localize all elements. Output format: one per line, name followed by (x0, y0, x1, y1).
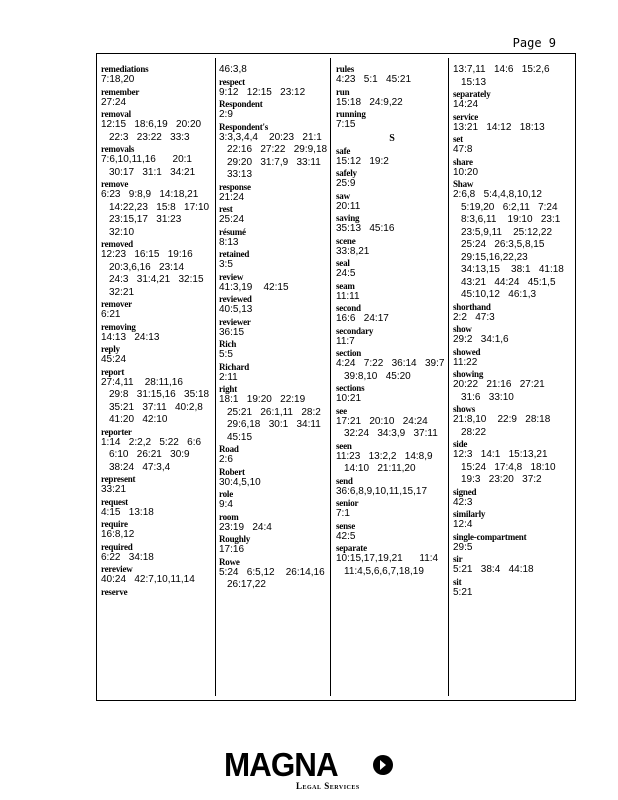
page-line-refs: 43:21 44:24 45:1,5 (461, 276, 556, 288)
page-line-refs: 14:13 24:13 (101, 331, 160, 343)
index-entry (453, 554, 573, 577)
index-entry (219, 294, 329, 317)
page-line-refs: 25:24 26:3,5,8,15 (461, 239, 545, 250)
page-line-refs: 8:13 (219, 236, 239, 248)
index-entry (219, 249, 329, 272)
page-line-refs: 7:1 (336, 508, 350, 519)
page-line-refs: 20:22 21:16 27:21 (453, 379, 545, 390)
index-term: saw (336, 190, 350, 201)
page-line-refs: 29:20 31:7,9 33:11 (227, 156, 321, 168)
page-number: Page 9 (512, 36, 556, 50)
index-entry (453, 302, 573, 325)
index-entry (453, 404, 573, 439)
index-term: scene (336, 235, 356, 246)
index-term: removing (101, 321, 136, 332)
index-term: sense (336, 520, 355, 531)
index-term: reply (101, 344, 120, 354)
index-term: removals (101, 144, 135, 154)
page-line-refs: 2:2 47:3 (453, 311, 495, 323)
page-line-refs: 27:24 (101, 96, 127, 108)
index-term: remove (101, 179, 129, 189)
page-line-refs: 5:19,20 6:2,11 7:24 (461, 201, 558, 213)
page-line-refs: 29:15,16,22,23 (461, 251, 528, 263)
index-term: safely (336, 168, 357, 178)
index-column-4 (453, 64, 573, 599)
page-line-refs: 41:20 42:10 (109, 414, 168, 425)
index-term: signed (453, 486, 477, 497)
index-entry (453, 112, 573, 135)
page-line-refs: 10:15,17,19,21 11:4 (336, 553, 439, 564)
page-line-refs: 12:23 16:15 19:16 (101, 249, 193, 260)
page-line-refs: 12:3 14:1 15:13,21 (453, 449, 548, 460)
logo-subtitle: Legal Services (296, 781, 360, 791)
page-line-refs: 27:4,11 28:11,16 (101, 376, 183, 388)
index-entry (336, 406, 448, 441)
page-line-refs: 14:22,23 15:8 17:10 (109, 201, 210, 213)
page-line-refs: 13:7,11 14:6 15:2,6 (453, 64, 550, 75)
index-entry (336, 281, 448, 304)
page-line-refs: 36:15 (219, 326, 245, 338)
page-line-refs: 9:12 12:15 23:12 (219, 86, 306, 98)
index-term: reviewed (219, 294, 252, 304)
page-line-refs: 15:18 24:9,22 (336, 96, 403, 108)
index-term: single-compartment (453, 531, 527, 542)
index-term: Road (219, 444, 239, 454)
index-term: separate (336, 543, 367, 553)
index-entry (101, 427, 215, 475)
index-entry (101, 367, 215, 427)
index-term: shorthand (453, 301, 491, 312)
index-entry (219, 227, 329, 250)
page-line-refs: 11:11 (336, 290, 360, 302)
page-line-refs: 17:21 20:10 24:24 (336, 415, 428, 427)
index-entry (453, 487, 573, 510)
index-term: showing (453, 369, 484, 379)
index-term: required (101, 541, 133, 552)
index-term: rereview (101, 564, 133, 574)
index-column-2 (219, 64, 329, 592)
index-term: remember (101, 86, 140, 97)
index-entry (219, 534, 329, 557)
page-line-refs: 23:5,9,11 25:12,22 (461, 226, 553, 238)
page-line-refs: 10:21 (336, 393, 362, 404)
page-line-refs: 12:4 (453, 519, 473, 530)
index-term: Shaw (453, 179, 474, 189)
index-term: seen (336, 440, 352, 451)
index-term: similarly (453, 509, 486, 519)
page-line-refs: 22:3 23:22 33:3 (109, 131, 190, 143)
index-term: request (101, 496, 128, 507)
index-term: secondary (336, 325, 374, 336)
index-entry (101, 239, 215, 299)
index-term: second (336, 303, 361, 313)
index-entry (453, 89, 573, 112)
page-line-refs: 6:23 9:8,9 14:18,21 (101, 189, 199, 200)
page-line-refs: 9:4 (219, 499, 233, 510)
index-entry (101, 497, 215, 520)
index-term: response (219, 181, 251, 192)
index-entry (219, 122, 329, 182)
index-entry (453, 369, 573, 404)
page-line-refs: 32:21 (109, 286, 135, 298)
index-term: résumé (219, 226, 246, 237)
column-divider (448, 58, 449, 696)
index-entry (219, 489, 329, 512)
index-entry (453, 577, 573, 600)
page-line-refs: 29:6,18 30:1 34:11 (227, 419, 321, 430)
index-term: seam (336, 280, 355, 291)
index-entry (336, 326, 448, 349)
page-line-refs: 32:10 (109, 226, 135, 238)
index-term: remover (101, 299, 132, 309)
page-line-refs: 30:4,5,10 (219, 476, 261, 488)
index-term: set (453, 134, 463, 144)
index-term: Rich (219, 339, 237, 349)
index-entry (336, 348, 448, 383)
index-term: show (453, 324, 472, 334)
index-entry (101, 179, 215, 239)
page-line-refs: 5:24 6:5,12 26:14,16 (219, 566, 325, 578)
index-entry (336, 146, 448, 169)
page-line-refs: 19:3 23:20 37:2 (461, 474, 542, 485)
page-line-refs: 29:8 31:15,16 35:18 (109, 389, 210, 400)
index-term: sections (336, 383, 365, 393)
index-entry (101, 144, 215, 179)
index-entry (101, 474, 215, 497)
logo-wordmark: MAGNA (224, 746, 338, 783)
page-line-refs: 34:13,15 38:1 41:18 (461, 264, 564, 275)
index-term: reserve (101, 586, 128, 597)
page-line-refs: 12:15 18:6,19 20:20 (101, 119, 202, 130)
index-entry (219, 77, 329, 100)
index-term: role (219, 489, 234, 499)
page-line-refs: 7:18,20 (101, 74, 135, 85)
index-entry (453, 64, 573, 89)
arrow-right-circle-icon (372, 754, 394, 776)
index-entry (336, 236, 448, 259)
index-entry (219, 444, 329, 467)
page-line-refs: 7:15 (336, 119, 356, 130)
page-line-refs: 23:15,17 31:23 (109, 214, 182, 225)
index-entry (101, 519, 215, 542)
index-entry (336, 303, 448, 326)
page-line-refs: 15:24 17:4,8 18:10 (461, 461, 556, 473)
index-term: safe (336, 145, 351, 156)
index-term: room (219, 511, 239, 522)
index-term: Rowe (219, 556, 240, 567)
index-entry (219, 339, 329, 362)
page-line-refs: 6:10 26:21 30:9 (109, 449, 190, 460)
index-term: respect (219, 76, 245, 87)
page-line-refs: 42:5 (336, 530, 356, 542)
page-line-refs: 46:3,8 (219, 64, 247, 75)
page-line-refs: 2:11 (219, 371, 238, 383)
page-line-refs: 16:8,12 (101, 529, 135, 540)
page-line-refs: 26:17,22 (227, 579, 266, 590)
page-line-refs: 40:24 42:7,10,11,14 (101, 574, 195, 585)
page-line-refs: 14:10 21:11,20 (344, 463, 416, 474)
index-term: reporter (101, 426, 132, 437)
index-entry (336, 213, 448, 236)
page-line-refs: 16:6 24:17 (336, 313, 389, 324)
index-entry (219, 272, 329, 295)
index-term: Roughly (219, 534, 251, 544)
index-term: reviewer (219, 316, 251, 327)
index-entry (453, 439, 573, 487)
index-entry (101, 109, 215, 144)
index-term: service (453, 111, 479, 122)
column-divider (215, 58, 216, 696)
page-line-refs: 2:9 (219, 109, 233, 120)
index-entry (101, 64, 215, 87)
index-term: rules (336, 64, 354, 74)
page-line-refs: 2:6 (219, 454, 233, 465)
index-term: sir (453, 554, 463, 564)
page-line-refs: 41:3,19 42:15 (219, 281, 289, 293)
index-entry (219, 64, 329, 77)
index-entry (219, 204, 329, 227)
page-line-refs: 3:3,3,4,4 20:23 21:1 (219, 131, 322, 143)
index-term: review (219, 271, 244, 282)
page-line-refs: 7:6,10,11,16 20:1 (101, 154, 192, 165)
page-line-refs: 6:22 34:18 (101, 551, 154, 563)
page-line-refs: 17:16 (219, 544, 245, 555)
magna-logo (224, 748, 396, 792)
index-term: see (336, 405, 347, 416)
index-column-1 (101, 64, 215, 597)
page-line-refs: 11:22 (453, 356, 478, 368)
page-line-refs: 45:15 (227, 431, 253, 443)
index-term: Robert (219, 466, 245, 477)
index-entry (336, 191, 448, 214)
index-term: removal (101, 109, 131, 119)
index-column-3 (336, 64, 448, 578)
index-entry (101, 587, 215, 597)
index-term: showed (453, 346, 481, 357)
page-line-refs: 25:24 (219, 214, 245, 225)
page-line-refs: 8:3,6,11 19:10 23:1 (461, 214, 561, 225)
page-line-refs: 29:5 (453, 541, 473, 553)
index-entry (453, 179, 573, 302)
page-line-refs: 20:11 (336, 200, 361, 212)
page-line-refs: 29:2 34:1,6 (453, 334, 509, 345)
page-line-refs: 35:13 45:16 (336, 223, 395, 234)
page-line-refs: 35:21 37:11 40:2,8 (109, 401, 203, 413)
page-line-refs: 33:13 (227, 169, 253, 180)
page-line-refs: 5:21 38:4 44:18 (453, 564, 534, 575)
page-line-refs: 22:16 27:22 29:9,18 (227, 144, 328, 155)
page-line-refs: 38:24 47:3,4 (109, 461, 171, 473)
index-entry (101, 299, 215, 322)
page-line-refs: 47:8 (453, 144, 473, 155)
page-line-refs: 11:7 (336, 335, 355, 347)
index-entry (453, 347, 573, 370)
index-entry (453, 509, 573, 532)
index-term: running (336, 109, 366, 119)
page-line-refs: 45:24 (101, 354, 127, 365)
page-line-refs: 10:20 (453, 166, 479, 178)
index-entry (453, 532, 573, 555)
index-entry (219, 317, 329, 340)
page-line-refs: 20:3,6,16 23:14 (109, 261, 185, 273)
index-entry (219, 362, 329, 385)
section-letter: S (389, 132, 395, 144)
index-entry (101, 344, 215, 367)
index-entry (336, 64, 448, 87)
index-term: remediations (101, 64, 149, 74)
index-entry (219, 557, 329, 592)
index-term: rest (219, 204, 233, 214)
index-entry (101, 322, 215, 345)
index-entry (336, 258, 448, 281)
index-term: section (336, 348, 362, 358)
index-entry (336, 383, 448, 406)
page-line-refs: 33:8,21 (336, 245, 370, 257)
index-entry (453, 324, 573, 347)
page-line-refs: 32:24 34:3,9 37:11 (344, 428, 438, 439)
index-term: side (453, 439, 468, 449)
page-line-refs: 21:24 (219, 191, 245, 203)
page-line-refs: 40:5,13 (219, 304, 253, 315)
index-entry (219, 384, 329, 444)
page-line-refs: 39:8,10 45:20 (344, 370, 411, 382)
page-line-refs: 3:5 (219, 259, 233, 270)
index-term: report (101, 366, 125, 377)
index-entry (219, 99, 329, 122)
index-entry (336, 498, 448, 521)
index-entry (336, 168, 448, 191)
page-line-refs: 4:23 5:1 45:21 (336, 74, 412, 85)
index-entry (336, 109, 448, 132)
index-term: share (453, 156, 473, 167)
index-entry (336, 441, 448, 476)
page-line-refs: 6:21 (101, 309, 121, 320)
index-entry (336, 521, 448, 544)
index-term: retained (219, 249, 250, 259)
page-line-refs: 30:17 31:1 34:21 (109, 166, 196, 178)
page-line-refs: 2:6,8 5:4,4,8,10,12 (453, 189, 542, 200)
page-line-refs: 33:21 (101, 484, 127, 495)
page-line-refs: 11:4,5,6,6,7,18,19 (344, 565, 424, 577)
index-term: require (101, 519, 128, 529)
page-line-refs: 28:22 (461, 426, 487, 438)
index-term: right (219, 384, 237, 394)
index-term: seal (336, 258, 350, 268)
index-term: senior (336, 498, 359, 508)
index-entry (219, 467, 329, 490)
index-entry (336, 543, 448, 578)
page-line-refs: 18:1 19:20 22:19 (219, 394, 306, 405)
page-line-refs: 4:24 7:22 36:14 39:7 (336, 358, 445, 369)
page-line-refs: 21:8,10 22:9 28:18 (453, 414, 551, 425)
page-line-refs: 36:6,8,9,10,11,15,17 (336, 485, 428, 497)
index-term: send (336, 475, 353, 486)
index-entry (101, 564, 215, 587)
index-term: Respondent's (219, 121, 269, 132)
index-term: separately (453, 89, 491, 99)
index-entry (453, 157, 573, 180)
page-line-refs: 45:10,12 46:1,3 (461, 289, 537, 300)
index-entry (453, 134, 573, 157)
index-term: represent (101, 474, 136, 484)
page-line-refs: 5:5 (219, 349, 233, 360)
index-entry (219, 512, 329, 535)
page-line-refs: 14:24 (453, 99, 479, 110)
word-index-table (96, 53, 576, 701)
page-line-refs: 13:21 14:12 18:13 (453, 121, 545, 133)
page-line-refs: 1:14 2:2,2 5:22 6:6 (101, 436, 202, 448)
index-term: Richard (219, 361, 250, 372)
index-term: sit (453, 576, 462, 587)
index-term: run (336, 86, 350, 97)
page-line-refs: 31:6 33:10 (461, 391, 514, 403)
page-line-refs: 24:3 31:4,21 32:15 (109, 274, 204, 285)
page-line-refs: 4:15 13:18 (101, 506, 154, 518)
index-entry (101, 542, 215, 565)
index-entry (336, 87, 448, 110)
page-line-refs: 5:21 (453, 586, 473, 598)
index-entry (101, 87, 215, 110)
page-line-refs: 25:9 (336, 178, 356, 189)
index-entry (336, 476, 448, 499)
page-line-refs: 24:5 (336, 268, 356, 279)
page-line-refs: 25:21 26:1,11 28:2 (227, 406, 321, 418)
page-line-refs: 11:23 13:2,2 14:8,9 (336, 450, 433, 462)
column-divider (330, 58, 331, 696)
index-term: saving (336, 213, 360, 223)
index-term: removed (101, 239, 133, 249)
index-term: shows (453, 404, 476, 414)
page-line-refs: 23:19 24:4 (219, 521, 272, 533)
index-entry (219, 182, 329, 205)
page-line-refs: 42:3 (453, 496, 473, 508)
page-line-refs: 15:13 (461, 76, 487, 88)
index-term: Respondent (219, 99, 263, 109)
page-line-refs: 15:12 19:2 (336, 155, 389, 167)
